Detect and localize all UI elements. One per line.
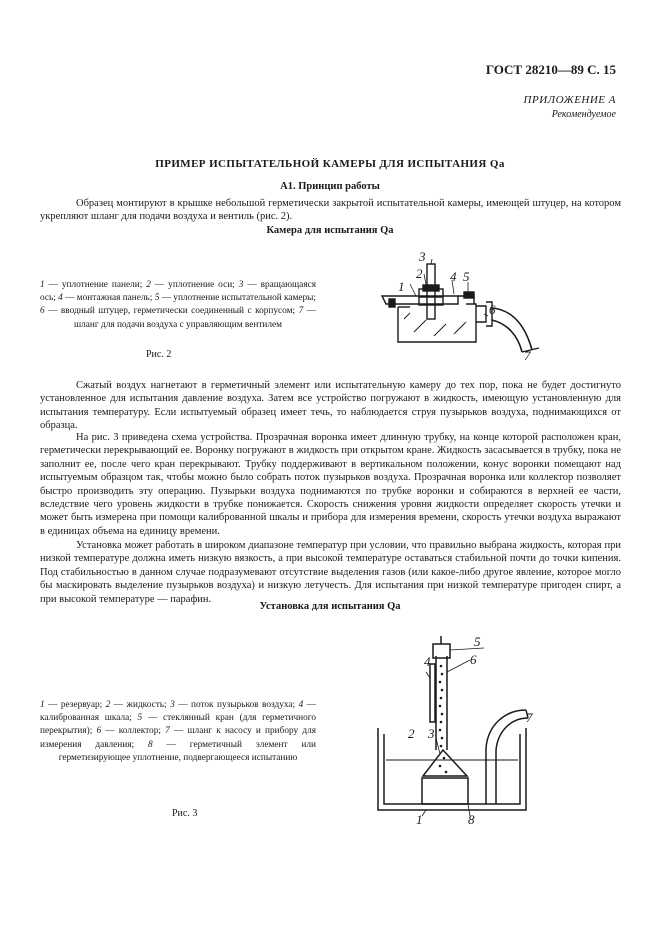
legend-item: 6 — вводный штуцер, герметически соединенный с корпусом;: [40, 306, 299, 317]
test-setup-diagram: [370, 626, 550, 826]
paragraph-4: Установка может работать в широком диапазоне температур при условии, что правильно выбрана жидкость, которая при низкой температуре должна иметь низкую вязкость, а при высокой температуре оставаться стабильной почти до точки кипения. Под стабильностью в данном случае подразумевают отсутствие выделения газов (или какое-либо другое явление, которое могло бы маскировать выделение пузырьков воздуха) и низкую летучесть. Для испытания при низкой температуре пригоден спирт, а при высокой температуре — парафин.: [40, 540, 621, 605]
legend-item: 3 — поток пузырьков воздуха;: [170, 700, 299, 710]
fig2-num-6: 6: [489, 302, 496, 317]
annex-status: Рекомендуемое: [551, 109, 616, 120]
legend-item: 4 — калиброванная шкала;: [40, 700, 316, 724]
figure-2-caption: Камера для испытания Qa: [266, 225, 394, 236]
legend-item: 5 — стеклянный кран (для герметичного перекрытия);: [40, 713, 317, 737]
fig3-num-2: 2: [408, 726, 415, 741]
figure-3-caption: Установка для испытания Qa: [259, 601, 401, 612]
fig2-num-1: 1: [398, 279, 405, 294]
test-chamber-diagram: [374, 244, 584, 364]
legend-item: 8 — герметичный элемент или герметизирующее уплотнение, подвергающееся испытанию: [58, 739, 316, 763]
legend-item: 6 — коллектор;: [96, 726, 166, 737]
legend-item: 7 — шланг для подачи воздуха с управляющим вентилем: [73, 306, 316, 330]
legend-item: 1 — уплотнение панели;: [40, 280, 147, 290]
legend-item: 7 — шланг к насосу и прибору для измерения давления;: [40, 726, 316, 750]
figure-2-legend: [40, 279, 316, 332]
figure-3-legend: [40, 699, 316, 765]
legend-item: 2 — уплотнение оси;: [146, 280, 239, 290]
legend-item: 3 — вращающаяся ось;: [40, 280, 316, 304]
legend-item: 1 — резервуар;: [40, 700, 106, 710]
fig3-num-8: 8: [468, 812, 475, 826]
fig3-num-1: 1: [416, 812, 423, 826]
fig2-num-7: 7: [524, 348, 531, 363]
fig2-num-5: 5: [463, 269, 470, 284]
paragraph-2: Сжатый воздух нагнетают в герметичный элемент или испытательную камеру до тех пор, пока не будет достигнуто установленное для испытания давление воздуха. Затем все устройство погружают в жидкость, имеющую установленную для испытания температуру. Если испытуемый образец имеет течь, то наблюдается струя пузырьков воздуха, поднимающихся от образца.: [40, 380, 621, 432]
figure-2-label: Рис. 2: [146, 349, 172, 360]
fig2-num-4: 4: [450, 269, 457, 284]
legend-item: 5 — уплотнение испытательной камеры;: [154, 293, 317, 304]
figure-3-label: Рис. 3: [172, 808, 198, 819]
legend-item: 2 — жидкость;: [105, 700, 171, 710]
fig3-num-6: 6: [470, 652, 477, 667]
section-heading: А1. Принцип работы: [280, 181, 380, 192]
fig2-num-2: 2: [416, 266, 423, 281]
paragraph-1: Образец монтируют в крышке небольшой герметически закрытой испытательной камеры, имеющей штуцер, на котором укрепляют шланг для подачи воздуха и вентиль (рис. 2).: [40, 198, 621, 223]
page-header: ГОСТ 28210—89 С. 15: [485, 62, 616, 77]
document-title: ПРИМЕР ИСПЫТАТЕЛЬНОЙ КАМЕРЫ ДЛЯ ИСПЫТАНИЯ Qa: [155, 158, 505, 170]
annex-label: ПРИЛОЖЕНИЕ А: [523, 94, 616, 106]
paragraph-3: На рис. 3 приведена схема устройства. Прозрачная воронка имеет длинную трубку, на конце которой расположен кран, герметически перекрывающий ее. Воронку погружают в жидкость при открытом кране. Жидкость засасывается в трубку, пока не заполнит ее, после чего кран перекрывают. Трубку поддерживают в вертикальном положении, конус воронки помещают над испытуемым образцом так, чтобы можно было собрать поток пузырьков воздуха. Прозрачная воронка или коллектор позволяет быстро производить эту операцию. Пузырьки воздуха поднимаются по трубке воронки и собираются в верхней ее части, вследствие чего уровень жидкости в трубке понижается. Скорость снижения уровня жидкости определяет скорость утечки и может быть измерена при помощи калиброванной шкалы и прибора для измерения времени, скорость утечки воздуха выражают в единицах объема на единицу времени.: [40, 432, 621, 537]
fig3-num-7: 7: [526, 710, 533, 725]
fig3-num-3: 3: [428, 726, 435, 741]
fig3-num-5: 5: [474, 634, 481, 649]
legend-item: 4 — монтажная панель;: [58, 293, 155, 304]
fig3-num-4: 4: [424, 654, 431, 669]
fig2-num-3: 3: [419, 249, 426, 264]
